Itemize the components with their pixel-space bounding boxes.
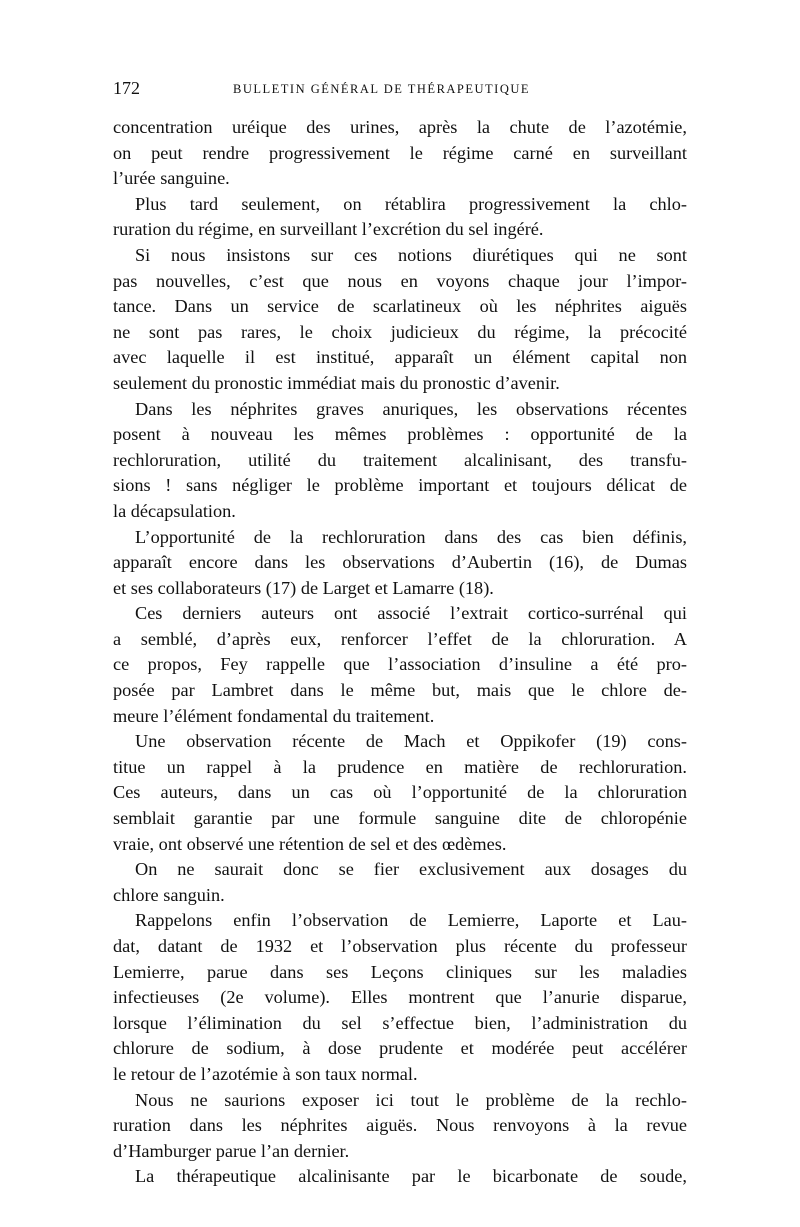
text-line: titue un rappel à la prudence en matière de rechloruration. — [113, 756, 687, 777]
text-line: Lemierre, parue dans ses Leçons cliniques sur les maladies — [113, 961, 687, 982]
text-line: rechloruration, utilité du traitement alcalinisant, des transfu- — [113, 449, 687, 470]
text-line: pas nouvelles, c’est que nous en voyons chaque jour l’impor- — [113, 270, 687, 291]
text-line: sions ! sans négliger le problème important et toujours délicat de — [113, 475, 687, 496]
text-line: chlorure de sodium, à dose prudente et modérée peut accélérer — [113, 1038, 687, 1059]
text-line: tance. Dans un service de scarlatineux où les néphrites aiguës — [113, 296, 687, 317]
text-line: a semblé, d’après eux, renforcer l’effet de la chloruration. A — [113, 628, 687, 649]
page-header — [113, 78, 687, 102]
text-line: ruration du régime, en surveillant l’excrétion du sel ingéré. — [113, 219, 544, 240]
text-line: avec laquelle il est institué, apparaît un élément capital non — [113, 347, 687, 368]
text-line: Rappelons enfin l’observation de Lemierre, Laporte et Lau- — [135, 910, 687, 931]
text-line: apparaît encore dans les observations d’Aubertin (16), de Dumas — [113, 552, 687, 573]
body-text — [113, 115, 687, 1190]
text-line: chlore sanguin. — [113, 884, 225, 905]
text-line: seulement du pronostic immédiat mais du pronostic d’avenir. — [113, 372, 560, 393]
text-line: infectieuses (2e volume). Elles montrent que l’anurie disparue, — [113, 987, 687, 1008]
text-line: Si nous insistons sur ces notions diurétiques qui ne sont — [135, 244, 687, 265]
text-line: meure l’élément fondamental du traitement. — [113, 705, 435, 726]
text-line: La thérapeutique alcalinisante par le bicarbonate de soude, — [135, 1166, 687, 1187]
text-line: L’opportunité de la rechloruration dans des cas bien définis, — [135, 526, 687, 547]
text-line: Dans les néphrites graves anuriques, les observations récentes — [135, 398, 687, 419]
text-line: ne sont pas rares, le choix judicieux du régime, la précocité — [113, 321, 687, 342]
text-line: Plus tard seulement, on rétablira progressivement la chlo- — [135, 193, 687, 214]
text-line: ruration dans les néphrites aiguës. Nous renvoyons à la revue — [113, 1115, 687, 1136]
text-line: lorsque l’élimination du sel s’effectue bien, l’administration du — [113, 1012, 687, 1033]
text-line: le retour de l’azotémie à son taux normal. — [113, 1063, 418, 1084]
text-line: On ne saurait donc se fier exclusivement aux dosages du — [135, 859, 687, 880]
text-line: d’Hamburger parue l’an dernier. — [113, 1140, 350, 1161]
text-line: Ces auteurs, dans un cas où l’opportunité de la chloruration — [113, 782, 687, 803]
text-line: ce propos, Fey rappelle que l’association d’insuline a été pro- — [113, 654, 687, 675]
page-number: 172 — [113, 78, 140, 98]
text-line: l’urée sanguine. — [113, 168, 230, 189]
text-line: et ses collaborateurs (17) de Larget et Lamarre (18). — [113, 577, 494, 598]
text-line: on peut rendre progressivement le régime carné en surveillant — [113, 142, 687, 163]
text-line: dat, datant de 1932 et l’observation plus récente du professeur — [113, 936, 687, 956]
running-title: BULLETIN GÉNÉRAL DE THÉRAPEUTIQUE — [233, 82, 531, 96]
text-line: Une observation récente de Mach et Oppikofer (19) cons- — [135, 731, 687, 752]
text-line: Nous ne saurions exposer ici tout le problème de la rechlo- — [135, 1089, 687, 1110]
text-line: la décapsulation. — [113, 500, 236, 521]
text-line: concentration uréique des urines, après la chute de l’azotémie, — [113, 117, 687, 137]
text-line: semblait garantie par une formule sanguine dite de chloropénie — [113, 808, 687, 829]
text-line: posent à nouveau les mêmes problèmes : opportunité de la — [113, 424, 687, 445]
text-line: posée par Lambret dans le même but, mais que le chlore de- — [113, 680, 687, 701]
text-line: Ces derniers auteurs ont associé l’extrait cortico-surrénal qui — [135, 603, 687, 624]
text-line: vraie, ont observé une rétention de sel et des œdèmes. — [113, 833, 507, 854]
